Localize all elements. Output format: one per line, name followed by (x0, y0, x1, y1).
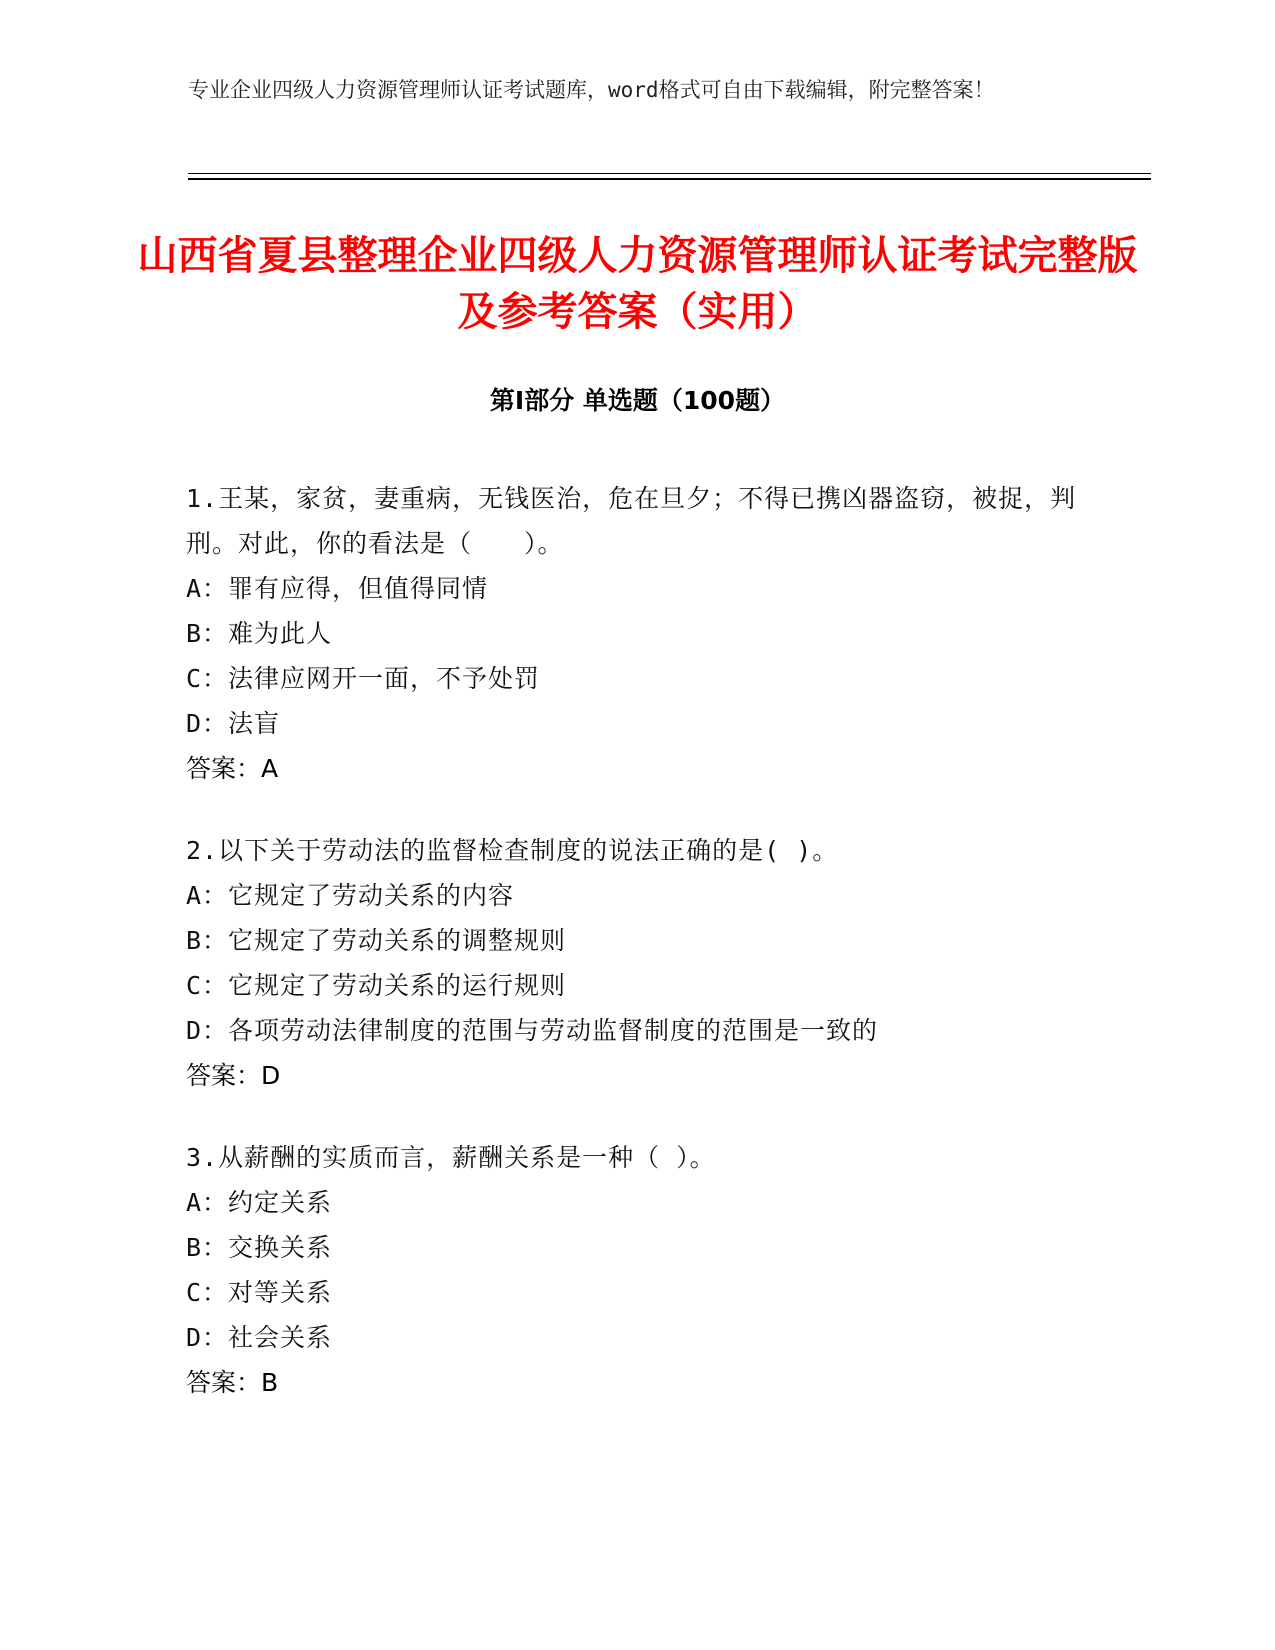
option-a: A：它规定了劳动关系的内容 (186, 881, 515, 910)
question-list (186, 476, 1086, 1442)
document-title: 山西省夏县整理企业四级人力资源管理师认证考试完整版及参考答案（实用） (137, 233, 1138, 335)
option-a: A：罪有应得，但值得同情 (186, 574, 489, 603)
answer-line: 答案：D (186, 1061, 281, 1090)
option-b: B：难为此人 (186, 619, 333, 648)
option-b: B：它规定了劳动关系的调整规则 (186, 926, 567, 955)
answer-line: 答案：B (186, 1368, 279, 1397)
question-item (186, 476, 1086, 791)
option-c: C：法律应网开一面，不予处罚 (186, 664, 541, 693)
question-stem: 1.王某，家贫，妻重病，无钱医治，危在旦夕；不得已携凶器盗窃，被捉，判刑。对此，你的看法是（ ）。 (186, 484, 1077, 558)
option-b: B：交换关系 (186, 1233, 333, 1262)
answer-line: 答案：A (186, 754, 279, 783)
question-item (186, 1135, 1086, 1405)
option-d: D：各项劳动法律制度的范围与劳动监督制度的范围是一致的 (186, 1016, 879, 1045)
option-d: D：社会关系 (186, 1323, 333, 1352)
header-note: 专业企业四级人力资源管理师认证考试题库，word格式可自由下载编辑，附完整答案！ (188, 78, 995, 102)
option-a: A：约定关系 (186, 1188, 333, 1217)
question-stem: 2.以下关于劳动法的监督检查制度的说法正确的是( )。 (186, 836, 839, 865)
option-c: C：它规定了劳动关系的运行规则 (186, 971, 567, 1000)
option-d: D：法盲 (186, 709, 281, 738)
option-c: C：对等关系 (186, 1278, 333, 1307)
header-divider-thick (188, 178, 1151, 180)
header-divider-thin (188, 173, 1151, 174)
question-item (186, 828, 1086, 1098)
section-title: 第Ⅰ部分 单选题（100题） (489, 386, 786, 415)
question-stem: 3.从薪酬的实质而言，薪酬关系是一种（ ）。 (186, 1143, 716, 1172)
